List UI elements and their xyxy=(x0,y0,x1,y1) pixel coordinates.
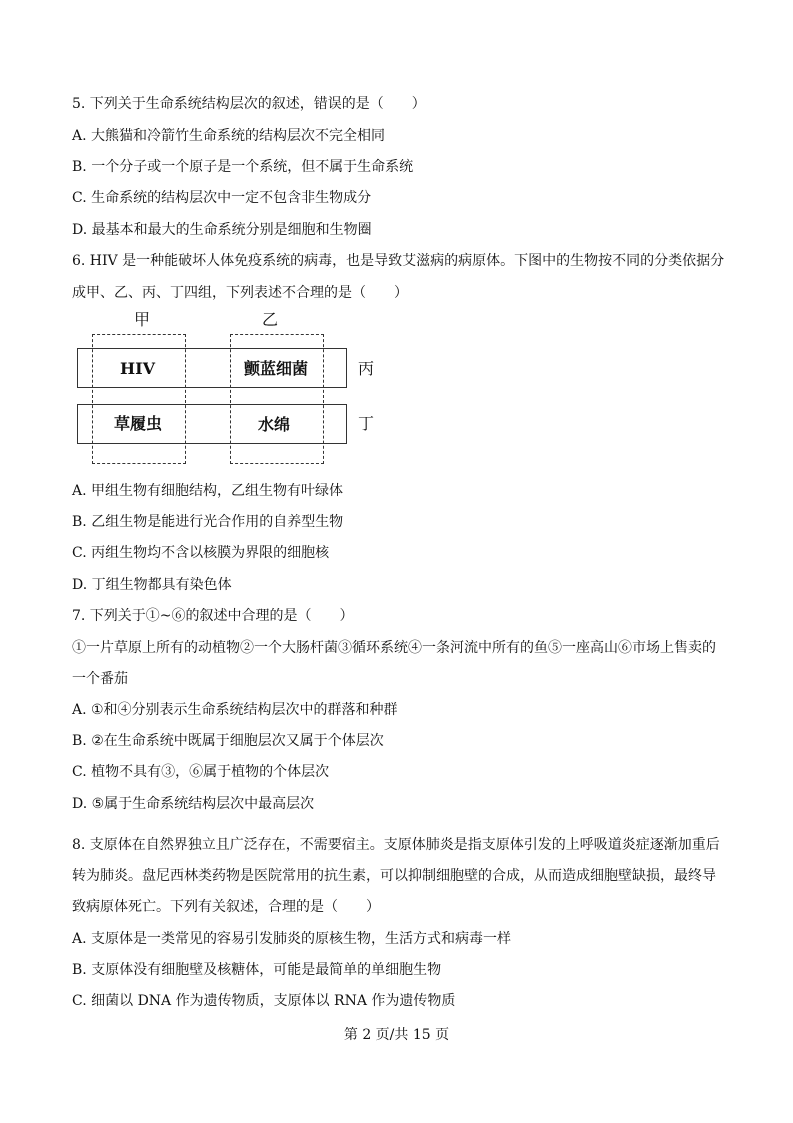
q7-option-b: B. ②在生命系统中既属于细胞层次又属于个体层次 xyxy=(72,733,384,749)
cell-hiv: HIV xyxy=(120,359,156,378)
cell-spirogyra: 水绵 xyxy=(258,415,291,434)
q6-stem-line2: 成甲、乙、丙、丁四组，下列表述不合理的是（ ） xyxy=(72,285,408,301)
q8-stem-line3: 致病原体死亡。下列有关叙述，合理的是（ ） xyxy=(72,899,380,915)
q8-option-b: B. 支原体没有细胞壁及核糖体，可能是最简单的单细胞生物 xyxy=(72,962,442,978)
q8-option-a: A. 支原体是一类常见的容易引发肺炎的原核生物，生活方式和病毒一样 xyxy=(72,931,512,947)
q5-option-b: B. 一个分子或一个原子是一个系统，但不属于生命系统 xyxy=(72,159,414,175)
page-footer: 第 2 页/共 15 页 xyxy=(343,1027,450,1043)
col-label-yi: 乙 xyxy=(262,310,279,329)
q7-option-c: C. 植物不具有③，⑥属于植物的个体层次 xyxy=(72,764,330,780)
q7-list-line2: 一个番茄 xyxy=(72,671,128,687)
q7-stem: 7. 下列关于①~⑥的叙述中合理的是（ ） xyxy=(72,608,354,624)
q6-stem-line1: 6. HIV 是一种能破坏人体免疫系统的病毒，也是导致艾滋病的病原体。下图中的生物按不同的分类依据分 xyxy=(72,253,725,269)
q6-option-c: C. 丙组生物均不含以核膜为界限的细胞核 xyxy=(72,545,330,561)
q6-option-d: D. 丁组生物都具有染色体 xyxy=(72,577,232,593)
q5-option-a: A. 大熊猫和冷箭竹生命系统的结构层次不完全相同 xyxy=(72,128,386,144)
q5-option-c: C. 生命系统的结构层次中一定不包含非生物成分 xyxy=(72,190,372,206)
row-label-ding: 丁 xyxy=(358,414,375,433)
cell-paramecium: 草履虫 xyxy=(114,414,163,433)
q7-option-d: D. ⑤属于生命系统结构层次中最高层次 xyxy=(72,796,315,812)
q6-option-a: A. 甲组生物有细胞结构，乙组生物有叶绿体 xyxy=(72,483,344,499)
q5-option-d: D. 最基本和最大的生命系统分别是细胞和生物圈 xyxy=(72,222,372,238)
q8-stem-line2: 转为肺炎。盘尼西林类药物是医院常用的抗生素，可以抑制细胞壁的合成，从而造成细胞壁缺损，最终导 xyxy=(72,868,716,884)
q8-stem-line1: 8. 支原体在自然界独立且广泛存在，不需要宿主。支原体肺炎是指支原体引发的上呼吸道炎症逐渐加重后 xyxy=(72,837,720,853)
q7-list-line1: ①一片草原上所有的动植物②一个大肠杆菌③循环系统④一条河流中所有的鱼⑤一座高山⑥市场上售卖的 xyxy=(72,640,716,656)
cell-cyanobacteria: 颤蓝细菌 xyxy=(244,359,309,378)
classification-diagram xyxy=(70,308,390,468)
q7-option-a: A. ①和④分别表示生命系统结构层次中的群落和种群 xyxy=(72,702,398,718)
q6-option-b: B. 乙组生物是能进行光合作用的自养型生物 xyxy=(72,514,344,530)
col-label-jia: 甲 xyxy=(134,310,151,329)
q5-stem: 5. 下列关于生命系统结构层次的叙述，错误的是（ ） xyxy=(72,96,426,112)
row-label-bing: 丙 xyxy=(358,359,375,378)
q8-option-c: C. 细菌以 DNA 作为遗传物质，支原体以 RNA 作为遗传物质 xyxy=(72,993,456,1009)
